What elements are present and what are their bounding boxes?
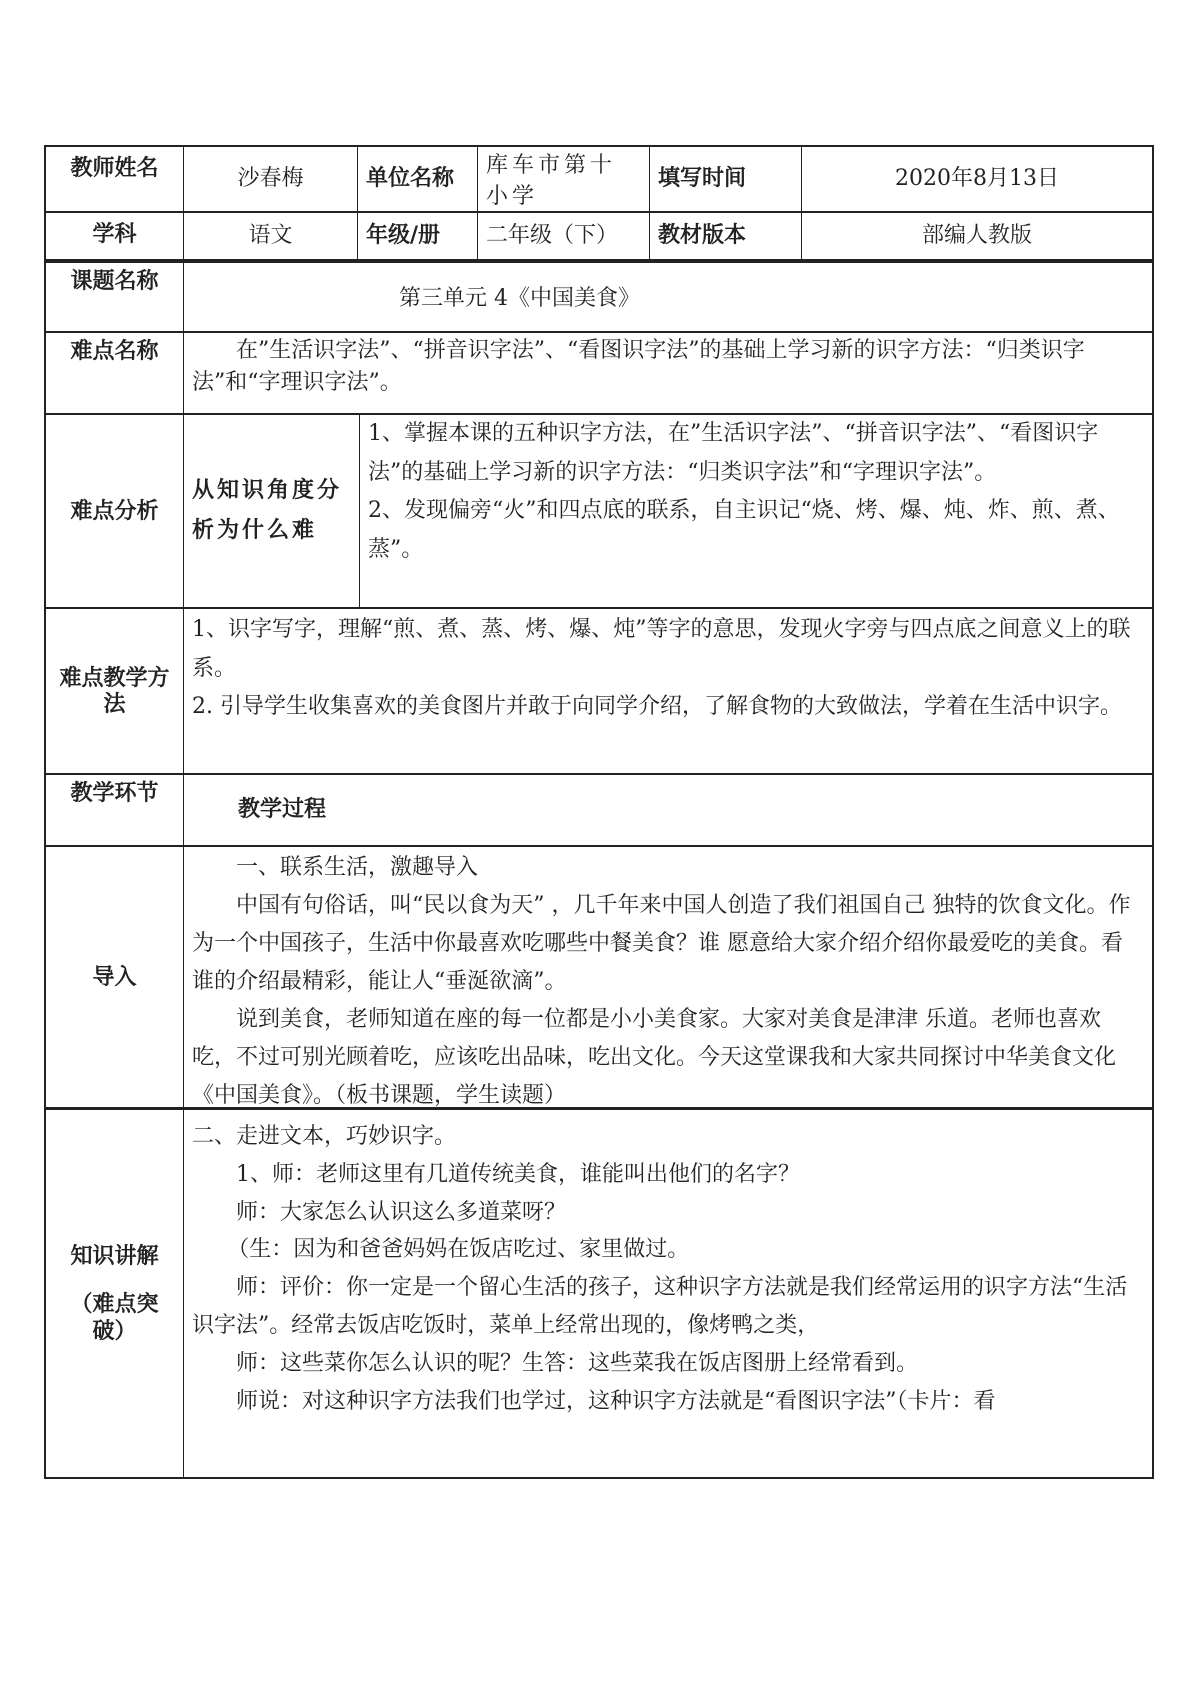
process-row [44, 775, 1154, 847]
knowledge-line-2: 师：大家怎么认识这么多道菜呀？ [236, 1199, 567, 1225]
grade-label: 年级/册 [358, 213, 478, 259]
knowledge-label: 知识讲解 [70, 1243, 159, 1269]
knowledge-row [44, 1109, 1154, 1479]
teacher-label: 教师姓名 [46, 147, 184, 211]
subject-value: 语文 [184, 213, 358, 259]
analysis-content [360, 415, 1152, 607]
method-point-1: 1、识字写字，理解“煎、煮、蒸、烤、爆、炖”等字的意思，发现火字旁与四点底之间意义上的联系。 [192, 617, 1131, 681]
knowledge-line-1: 1、师：老师这里有几道传统美食，谁能叫出他们的名字？ [236, 1161, 800, 1187]
unit-label: 单位名称 [358, 147, 478, 211]
process-label: 教学环节 [46, 775, 184, 845]
date-value: 2020年8月13日 [895, 166, 1059, 192]
topic-value: 第三单元 4《中国美食》 [399, 286, 640, 311]
header-row-2 [44, 213, 1154, 261]
date-label: 填写时间 [650, 147, 802, 211]
topic-label: 课题名称 [46, 263, 184, 331]
difficulty-row [44, 333, 1154, 415]
analysis-row [44, 415, 1154, 609]
intro-content [184, 847, 1152, 1107]
analysis-point-2: 2、发现偏旁“火”和四点底的联系，自主识记“烧、烤、爆、炖、炸、煎、煮、蒸”。 [368, 498, 1120, 562]
process-value: 教学过程 [238, 797, 327, 823]
unit-value: 库车市第十小学 [478, 147, 650, 211]
knowledge-label-cell [46, 1110, 184, 1477]
subject-label: 学科 [46, 213, 184, 259]
analysis-label: 难点分析 [46, 415, 184, 607]
edition-value: 部编人教版 [921, 223, 1032, 249]
difficulty-value [184, 333, 1152, 413]
teacher-value: 沙春梅 [184, 147, 358, 211]
analysis-point-1: 1、掌握本课的五种识字方法，在”生活识字法”、“拼音识字法”、“看图识字法”的基础上学习新的识字方法：“归类识字法”和“字理识字法”。 [368, 421, 1099, 485]
knowledge-heading: 二、走进文本，巧妙识字。 [192, 1124, 457, 1149]
intro-paragraph-1: 中国有句俗话，叫“民以食为天” ，几千年来中国人创造了我们祖国自己 独特的饮食文化。作为一个中国孩子，生活中你最喜欢吃哪些中餐美食？谁 愿意给大家介绍介绍你最爱吃的美食。看谁的介绍最精彩，能让人“垂涎欲滴”。 [192, 893, 1131, 995]
topic-row [44, 261, 1154, 333]
header-row-1 [44, 145, 1154, 213]
knowledge-line-5: 师：这些菜你怎么认识的呢？生答：这些菜我在饭店图册上经常看到。 [236, 1350, 919, 1376]
intro-paragraph-2: 说到美食，老师知道在座的每一位都是小小美食家。大家对美食是津津 乐道。老师也喜欢吃，不过可别光顾着吃，应该吃出品味，吃出文化。今天这堂课我和大家共同探讨中华美食文化《中国美食》。（板书课题，学生读题） [192, 1007, 1117, 1109]
analysis-sub-label: 从知识角度分析为什么难 [184, 415, 360, 607]
knowledge-sub-label: （难点突破） [70, 1292, 159, 1344]
method-label: 难点教学方法 [46, 609, 184, 773]
knowledge-line-4: 师：评价：你一定是一个留心生活的孩子，这种识字方法就是我们经常运用的识字方法“生活识字法”。经常去饭店吃饭时，菜单上经常出现的，像烤鸭之类， [192, 1275, 1128, 1339]
intro-row [44, 847, 1154, 1109]
method-content [184, 609, 1152, 773]
grade-value: 二年级（下） [478, 213, 650, 259]
method-point-2: 2. 引导学生收集喜欢的美食图片并敢于向同学介绍，了解食物的大致做法，学着在生活中识字。 [192, 694, 1122, 719]
knowledge-line-3: （生：因为和爸爸妈妈在饭店吃过、家里做过。 [227, 1237, 690, 1263]
difficulty-text: 在”生活识字法”、“拼音识字法”、“看图识字法”的基础上学习新的识字方法：“归类识字法”和“字理识字法”。 [192, 338, 1085, 395]
edition-label: 教材版本 [650, 213, 802, 259]
lesson-plan-table [44, 145, 1154, 1479]
intro-label: 导入 [46, 847, 184, 1107]
knowledge-line-6: 师说：对这种识字方法我们也学过，这种识字方法就是“看图识字法”（卡片：看 [236, 1388, 996, 1414]
knowledge-content [184, 1110, 1152, 1477]
method-row [44, 609, 1154, 775]
difficulty-label: 难点名称 [46, 333, 184, 413]
intro-heading: 一、联系生活，激趣导入 [236, 855, 479, 880]
